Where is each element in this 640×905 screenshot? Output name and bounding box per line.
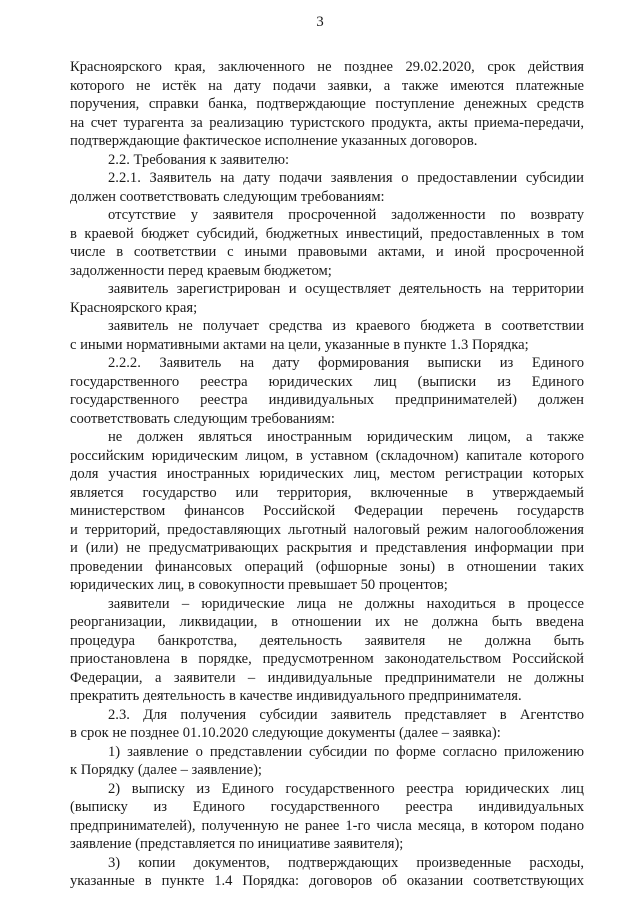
text-line: и (или) не предусматривающих раскрытия и представления информации при [70, 540, 584, 556]
text-line: числе в соответствии с иными правовыми актами, и иной просроченной [70, 244, 584, 260]
text-line: Федерации, а заявители – индивидуальные предприниматели не должны [70, 669, 584, 686]
text-line: государственного реестра юридических лиц (выписки из Единого [70, 373, 584, 390]
text-line: заявитель не получает средства из краевого бюджета в соответствии [108, 318, 584, 334]
text-line: 3) копии документов, подтверждающих произведенные расходы, [108, 854, 584, 871]
text-line: доля участия иностранных юридических лиц, местом регистрации которых [70, 466, 584, 482]
text-line: указанные в пункте 1.4 Порядка: договоров об оказании соответствующих [70, 873, 584, 889]
text-line: российским юридическим лицом, в уставном (складочном) капитале которого [70, 447, 584, 464]
text-line: подтверждающие фактическое исполнение указанных договоров. [70, 133, 478, 149]
text-line: заявители – юридические лица не должны находиться в процессе [108, 595, 584, 612]
document-body [70, 58, 584, 891]
text-line: 2) выписку из Единого государственного реестра юридических лиц [108, 780, 584, 797]
text-line: с иными нормативными актами на цели, указанные в пункте 1.3 Порядка; [70, 336, 529, 353]
text-line: 2.2.2. Заявитель на дату формирования выписки из Единого [108, 355, 584, 371]
text-line: Красноярского края; [70, 299, 198, 316]
text-line: Красноярского края, заключенного не позднее 29.02.2020, срок действия [70, 59, 584, 75]
text-line: заявитель зарегистрирован и осуществляет деятельность на территории [108, 281, 584, 297]
text-line: поручения, справки банка, подтверждающие поступление денежных средств [70, 96, 584, 112]
text-line: 2.3. Для получения субсидии заявитель представляет в Агентство [108, 706, 584, 723]
text-line: прекратить деятельность в качестве индивидуального предпринимателя. [70, 688, 522, 704]
text-line: задолженности перед краевым бюджетом; [70, 262, 332, 279]
text-line: должен соответствовать следующим требованиям: [70, 188, 385, 205]
text-line: на счет турагента за реализацию туристского продукта, акты приема-передачи, [70, 114, 584, 131]
text-line: 2.2. Требования к заявителю: [108, 151, 290, 168]
text-line: предпринимателей), полученную не ранее 1-го числа месяца, в котором подано [70, 817, 584, 834]
text-line: проведении финансовых операций (офшорные зоны) в отношении таких [70, 558, 584, 575]
text-line: юридических лиц, в совокупности превышает 50 процентов; [70, 577, 448, 593]
text-line: 2.2.1. Заявитель на дату подачи заявления о предоставлении субсидии [108, 170, 584, 186]
text-line: процедура банкротства, деятельность заявителя не должна быть [70, 632, 584, 649]
text-line: 1) заявление о представлении субсидии по форме согласно приложению [108, 743, 584, 760]
page-number: 3 [316, 14, 324, 30]
text-line: реорганизации, ликвидации, в отношении их не должна быть введена [70, 614, 584, 630]
text-line: и территорий, предоставляющих льготный налоговый режим налогообложения [70, 521, 584, 538]
text-line: в срок не позднее 01.10.2020 следующие документы (далее – заявка): [70, 725, 501, 741]
text-line: которого не истёк на дату подачи заявки, а также имеются платежные [70, 77, 584, 94]
text-line: государственного реестра индивидуальных предпринимателей) должен [70, 392, 584, 408]
text-line: заявление (представляется по инициативе заявителя); [70, 836, 404, 852]
text-line: отсутствие у заявителя просроченной задолженности по возврату [108, 207, 584, 223]
text-line: соответствовать следующим требованиям: [70, 410, 335, 427]
text-line: в краевой бюджет субсидий, бюджетных инвестиций, предоставленных в том [70, 225, 584, 242]
text-line: не должен являться иностранным юридическим лицом, а также [108, 429, 584, 445]
text-line: (выписку из Единого государственного реестра индивидуальных [70, 799, 584, 815]
text-line: к Порядку (далее – заявление); [70, 762, 262, 778]
text-line: министерством финансов Российской Федерации перечень государств [70, 503, 584, 519]
text-line: приостановлена в порядке, предусмотренном законодательством Российской [70, 651, 584, 667]
text-line: является государство или территория, включенные в утверждаемый [70, 484, 584, 501]
